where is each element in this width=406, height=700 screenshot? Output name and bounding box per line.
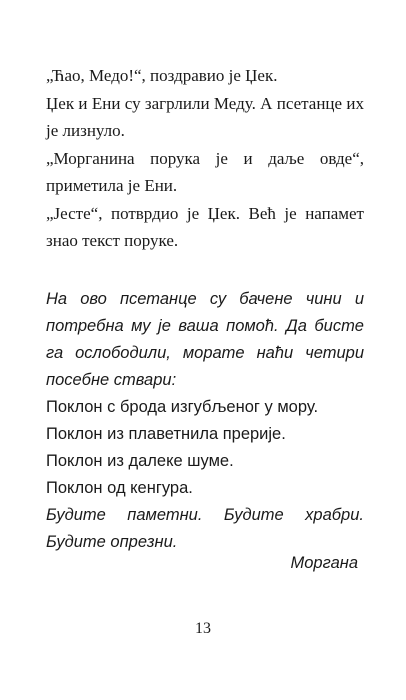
- story-paragraph: „Јесте“, потврдио је Џек. Већ је напамет знао текст поруке.: [46, 203, 364, 250]
- story-paragraph: Џек и Ени су загрлили Меду. А псетанце их је лизнуло.: [46, 93, 364, 140]
- page-number: 13: [195, 620, 211, 637]
- letter-item: Поклон од кенгура.: [46, 479, 193, 497]
- letter-signature: Моргана: [290, 554, 358, 572]
- morgan-letter: [46, 286, 364, 556]
- letter-item: Поклон из далеке шуме.: [46, 452, 234, 470]
- story-paragraph: „Морганина порука је и даље овде“, приметила је Ени.: [46, 148, 364, 195]
- story-text: [46, 62, 364, 255]
- letter-intro: На ово псетанце су бачене чини и потребна му је ваша помоћ. Да бисте га ослободили, морате наћи четири посебне ствари:: [46, 290, 364, 389]
- letter-item: Поклон с брода изгубљеног у мору.: [46, 398, 319, 416]
- letter-closing: Будите паметни. Будите храбри. Будите опрезни.: [46, 506, 364, 551]
- letter-item: Поклон из плаветнила прерије.: [46, 425, 286, 443]
- story-paragraph: „Ћао, Медо!“, поздравио је Џек.: [46, 66, 278, 85]
